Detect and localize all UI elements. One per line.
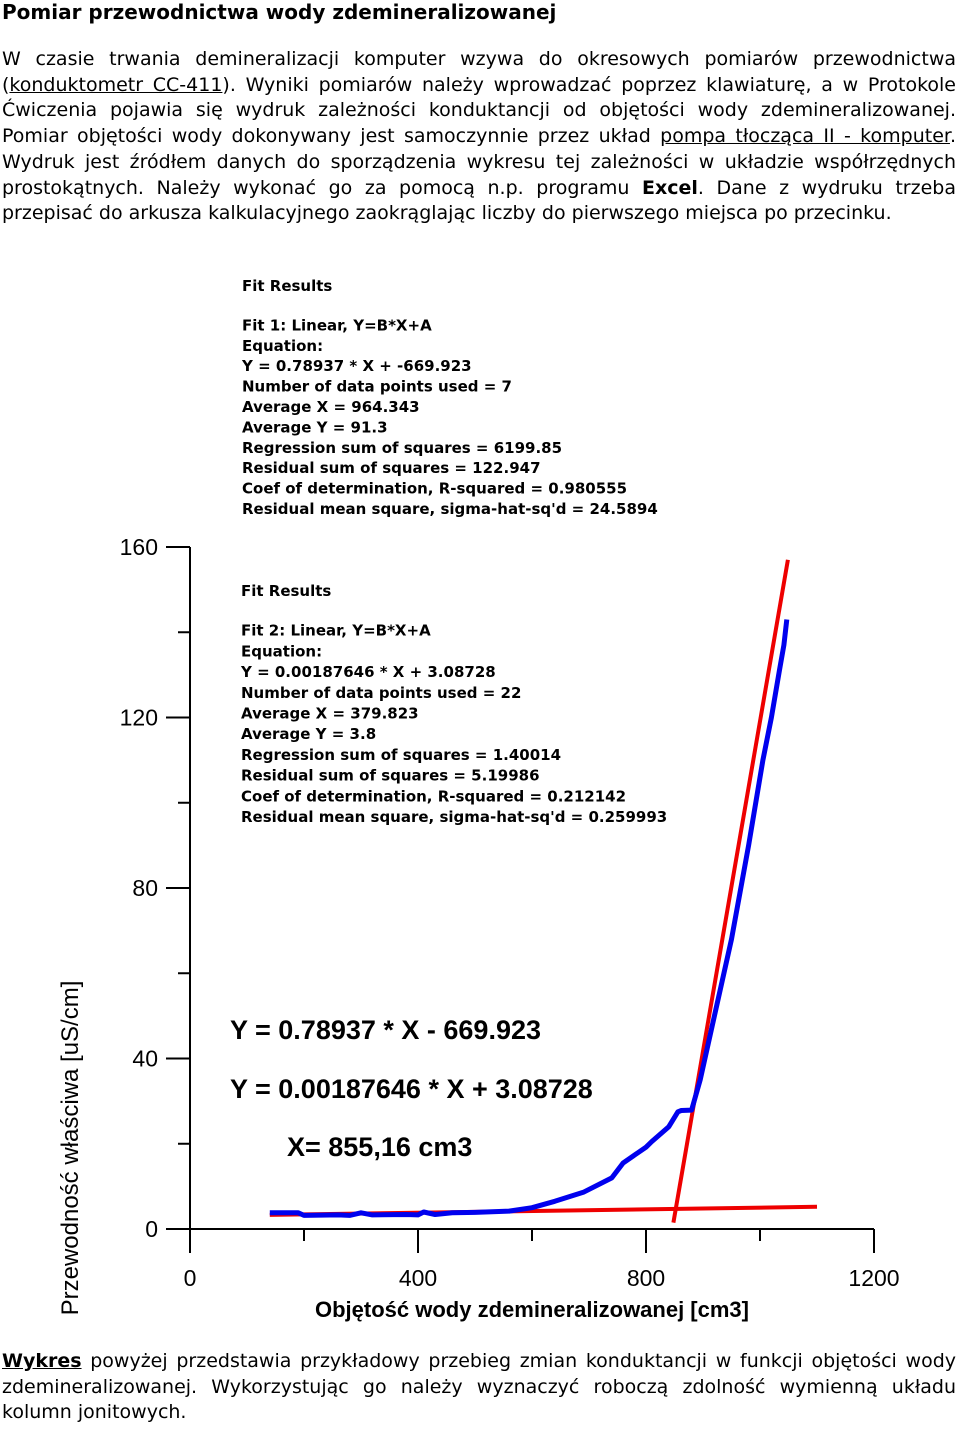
x-tick-label-1200: 1200 <box>848 1265 900 1291</box>
x-axis-title: Objętość wody zdemineralizowanej [cm3] <box>315 1297 749 1322</box>
fit2-results-box <box>240 582 667 826</box>
wykres-link[interactable]: Wykres <box>2 1350 82 1372</box>
fit2-line-9: Coef of determination, R-squared = 0.212142 <box>241 787 627 806</box>
intro-text-1: W czasie trwania demineralizacji komputer wzywa do okresowych pomiarów przewodnictwa ( <box>2 48 956 96</box>
outro-text: powyżej przedstawia przykładowy przebieg zmian konduktancji w funkcji objętości wody zdemineralizowanej. Wykorzystując go należy wyznaczyć roboczą zdolność wymienną układu kolumn jonitowych. <box>2 1350 956 1424</box>
intersection-label: X= 855,16 cm3 <box>287 1132 473 1162</box>
fit1-line-6: Average Y = 91.3 <box>242 418 388 437</box>
y-tick-label-120: 120 <box>119 704 158 731</box>
intro-text-4: . Dane z wydruku trzeba przepisać do arkusza kalkulacyjnego zaokrąglając liczby do pierwszego miejsca po przecinku. <box>2 176 956 225</box>
fit2-line-10: Residual mean square, sigma-hat-sq'd = 0.259993 <box>241 808 668 826</box>
x-tick-label-800: 800 <box>626 1265 666 1291</box>
fit1-line-4: Number of data points used = 7 <box>242 377 512 396</box>
fit2-equation-label: Y = 0.00187646 * X + 3.08728 <box>230 1074 593 1104</box>
fit1-line-3: Y = 0.78937 * X + -669.923 <box>242 357 472 376</box>
outro-paragraph <box>2 1349 956 1426</box>
fit1-equation-label: Y = 0.78937 * X - 669.923 <box>230 1015 542 1045</box>
conductivity-chart <box>0 260 960 1350</box>
y-tick-label-0: 0 <box>145 1216 158 1242</box>
fit2-line-8: Residual sum of squares = 5.19986 <box>241 766 540 785</box>
fit2-line-5: Average X = 379.823 <box>241 704 419 723</box>
y-axis-title: Przewodność właściwa [uS/cm] <box>57 980 84 1316</box>
x-tick-label-0: 0 <box>183 1265 197 1291</box>
fit1-line-0: Fit Results <box>242 277 333 295</box>
konduktometr-link[interactable]: konduktometr CC-411 <box>9 73 223 96</box>
fit-line-1 <box>673 560 788 1223</box>
intro-paragraph <box>2 47 956 227</box>
fit1-line-7: Regression sum of squares = 6199.85 <box>242 438 563 457</box>
fit2-line-3: Y = 0.00187646 * X + 3.08728 <box>241 663 496 682</box>
pompa-link[interactable]: pompa tłocząca II - komputer <box>660 125 950 148</box>
y-tick-label-80: 80 <box>132 875 158 901</box>
fit1-line-5: Average X = 964.343 <box>242 398 420 416</box>
fit2-line-4: Number of data points used = 22 <box>241 683 522 702</box>
fit1-line-8: Residual sum of squares = 122.947 <box>242 459 541 478</box>
excel-emphasis: Excel <box>641 176 698 199</box>
fit1-line-1: Fit 1: Linear, Y=B*X+A <box>242 316 432 335</box>
fit2-line-7: Regression sum of squares = 1.40014 <box>241 745 562 764</box>
fit1-line-9: Coef of determination, R-squared = 0.980555 <box>242 479 628 498</box>
chart-series <box>270 560 817 1223</box>
fit2-line-0: Fit Results <box>241 582 332 600</box>
x-tick-label-400: 400 <box>398 1265 438 1291</box>
fit2-line-6: Average Y = 3.8 <box>241 725 377 744</box>
y-tick-label-40: 40 <box>132 1045 158 1072</box>
fit1-line-2: Equation: <box>242 336 324 355</box>
page-title: Pomiar przewodnictwa wody zdemineralizowanej <box>2 0 557 24</box>
fit1-results-box <box>241 277 658 518</box>
intro-text-3: . Wydruk jest źródłem danych do sporządzenia wykresu tej zależności w układzie współrzędnych prostokątnych. Należy wykonać go za pomocą n.p. programu <box>2 125 956 199</box>
fit2-line-2: Equation: <box>241 642 323 661</box>
fit1-line-10: Residual mean square, sigma-hat-sq'd = 24.5894 <box>242 500 658 518</box>
fit2-line-1: Fit 2: Linear, Y=B*X+A <box>241 621 431 640</box>
y-tick-label-160: 160 <box>119 534 158 560</box>
intro-text-2: ). Wyniki pomiarów należy wprowadzać poprzez klawiaturę, a w Protokole Ćwiczenia pojawia się wydruk zależności konduktancji od objętości wody zdemineralizowanej. Pomiar objętości wody dokonywany jest samoczynnie przez układ <box>2 73 956 148</box>
